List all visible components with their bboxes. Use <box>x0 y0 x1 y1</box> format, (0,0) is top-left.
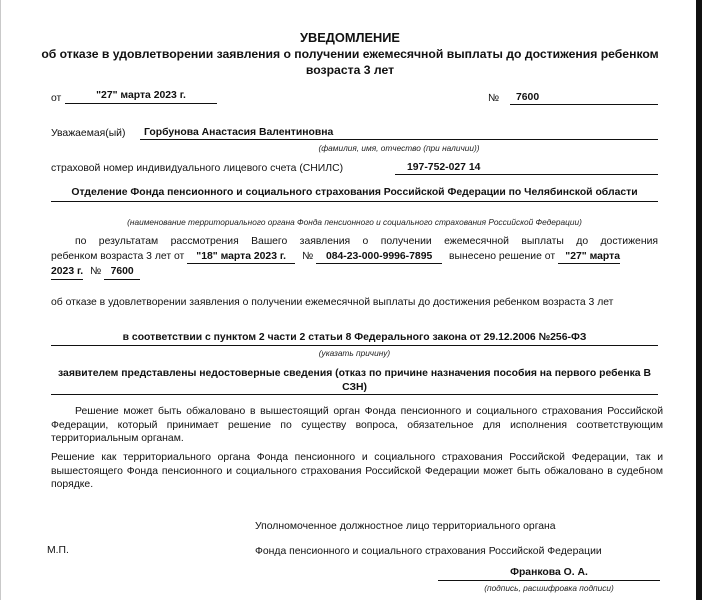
signature-hint: (подпись, расшифровка подписи) <box>484 583 614 593</box>
snils-value: 197-752-027 14 <box>395 161 658 175</box>
document-title: УВЕДОМЛЕНИЕ <box>300 30 400 45</box>
decision-date-part2: 2023 г. <box>51 265 83 280</box>
official-line-2: Фонда пенсионного и социального страхования Российской Федерации <box>255 546 602 557</box>
review-line-2 <box>51 250 658 265</box>
document-subtitle: об отказе в удовлетворении заявления о получении ежемесячной выплаты до достижения ребенком возраста 3 лет <box>41 47 659 77</box>
decision-number: 7600 <box>104 265 140 280</box>
number-label: № <box>488 93 500 104</box>
stamp-label: М.П. <box>47 545 69 556</box>
appeal-paragraph-2: Решение как территориального органа Фонда пенсионного и социального страхования Российской Федерации, так и вышестоящего Фонда пенсионного и социального страхования Российской Федерации может быть обжаловано в судебном порядке. <box>51 452 663 491</box>
signer-name: Франкова О. А. <box>438 566 660 581</box>
decision-number-sign: № <box>90 266 102 278</box>
page-edge-left <box>0 0 1 600</box>
date-from-label: от <box>51 93 62 104</box>
application-number-sign: № <box>302 250 314 262</box>
organization-name: Отделение Фонда пенсионного и социального страхования Российской Федерации по Челябинской области <box>51 186 658 202</box>
decision-text: вынесено решение от <box>449 250 556 262</box>
review-line-3 <box>51 265 658 280</box>
review-line-2-prefix: ребенком возраста 3 лет от <box>51 250 185 262</box>
addressee-hint: (фамилия, имя, отчество (при наличии)) <box>318 143 480 153</box>
notice-number: 7600 <box>510 91 658 105</box>
addressee-name: Горбунова Анастасия Валентиновна <box>140 126 658 140</box>
refusal-basis-hint: (указать причину) <box>318 348 391 358</box>
review-line-1: по результатам рассмотрения Вашего заявления о получении ежемесячной выплаты до достижения <box>75 236 658 247</box>
application-date: "18" марта 2023 г. <box>187 250 295 265</box>
page-edge-right <box>696 0 702 600</box>
decision-date-part1: "27" марта <box>558 250 620 265</box>
snils-label: страховой номер индивидуального лицевого счета (СНИЛС) <box>51 163 344 174</box>
official-line-1: Уполномоченное должностное лицо территориального органа <box>255 521 556 532</box>
refusal-text: об отказе в удовлетворении заявления о получении ежемесячной выплаты до достижения ребенком возраста 3 лет <box>51 297 614 308</box>
refusal-basis: в соответствии с пунктом 2 части 2 статьи 8 Федерального закона от 29.12.2006 №256-ФЗ <box>51 331 658 346</box>
organization-hint: (наименование территориального органа Фонда пенсионного и социального страхования Российской Федерации) <box>127 217 582 227</box>
refusal-reason: заявителем представлены недостоверные сведения (отказ по причине назначения пособия на первого ребенка В СЗН) <box>51 367 658 395</box>
addressee-label: Уважаемая(ый) <box>51 128 126 139</box>
review-paragraph <box>51 235 658 280</box>
appeal-paragraph-1: Решение может быть обжаловано в вышестоящий орган Фонда пенсионного и социального страхования Российской Федерации, который принимает решение по существу вопроса, обязательное для исполнения соответствующим территориальным органам. <box>51 406 663 445</box>
notice-date: "27" марта 2023 г. <box>65 89 217 104</box>
application-number: 084-23-000-9996-7895 <box>316 250 442 265</box>
